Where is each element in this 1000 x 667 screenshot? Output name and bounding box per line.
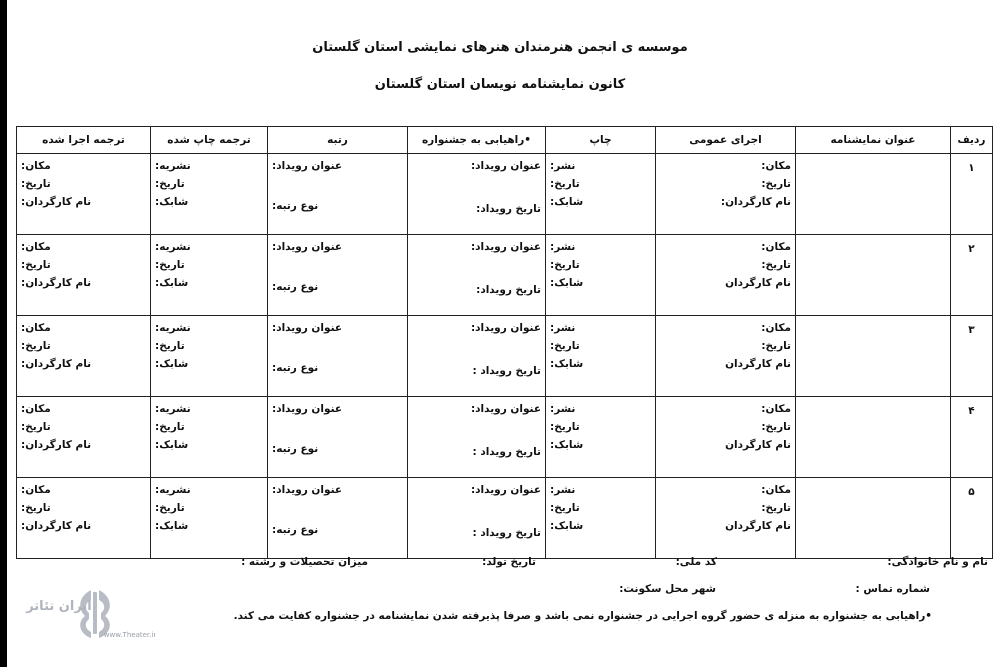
tarjome-chap-cell[interactable] xyxy=(151,154,268,235)
rahyabi-field-label: عنوان رویداد: xyxy=(470,160,541,172)
form-table xyxy=(16,126,993,559)
ejra-field-label: نام کارگردان xyxy=(725,277,791,289)
tarjome-ejra-cell[interactable] xyxy=(17,154,151,235)
title-cell[interactable] xyxy=(796,397,951,478)
header-title: موسسه ی انجمن هنرمندان هنرهای نمایشی استان گلستان xyxy=(312,40,688,55)
tarjome-chap-field-label: شابک: xyxy=(155,358,189,370)
col-tarjome-ejra: ترجمه اجرا شده xyxy=(17,127,151,154)
title-cell[interactable] xyxy=(796,316,951,397)
ejra-field-label: مکان: xyxy=(761,160,791,172)
tarjome-chap-field-label: تاریخ: xyxy=(155,259,185,271)
table-header-row xyxy=(17,127,993,154)
tarjome-ejra-cell[interactable] xyxy=(17,316,151,397)
tarjome-chap-field-label: شابک: xyxy=(155,196,189,208)
ejra-field-label: مکان: xyxy=(761,403,791,415)
tarjome-ejra-field-label: تاریخ: xyxy=(21,421,51,433)
rotbe-field-label: عنوان رویداد: xyxy=(272,241,343,253)
tarjome-ejra-cell[interactable] xyxy=(17,235,151,316)
iran-theater-logo xyxy=(25,582,155,644)
chap-field-label: تاریخ: xyxy=(550,340,580,352)
tarjome-ejra-field-label: تاریخ: xyxy=(21,502,51,514)
chap-field-label: شابک: xyxy=(550,358,584,370)
row-number: ۵ xyxy=(951,478,993,559)
tarjome-chap-field-label: نشریه: xyxy=(155,241,191,253)
table-row xyxy=(17,478,993,559)
rotbe-field-label: عنوان رویداد: xyxy=(272,403,343,415)
chap-field-label: نشر: xyxy=(550,241,576,253)
tarjome-chap-field-label: تاریخ: xyxy=(155,502,185,514)
chap-field-label: نشر: xyxy=(550,160,576,172)
table-row xyxy=(17,316,993,397)
tarjome-ejra-field-label: نام کارگردان: xyxy=(21,358,92,370)
col-rahyabi: •راهیابی به جشنواره xyxy=(408,127,546,154)
rotbe-cell[interactable] xyxy=(268,235,408,316)
ejra-field-label: نام کارگردان: xyxy=(720,196,791,208)
ejra-field-label: تاریخ: xyxy=(761,421,791,433)
chap-field-label: نشر: xyxy=(550,322,576,334)
title-cell[interactable] xyxy=(796,154,951,235)
ejra-field-label: نام کارگردان xyxy=(725,358,791,370)
rotbe-field-label: نوع رتبه: xyxy=(272,443,319,455)
chap-cell[interactable] xyxy=(546,235,656,316)
ejra-field-label: نام کارگردان xyxy=(725,439,791,451)
tarjome-chap-cell[interactable] xyxy=(151,478,268,559)
chap-field-label: تاریخ: xyxy=(550,502,580,514)
rotbe-field-label: نوع رتبه: xyxy=(272,362,319,374)
rotbe-cell[interactable] xyxy=(268,478,408,559)
rotbe-field-label: عنوان رویداد: xyxy=(272,160,343,172)
row-number: ۳ xyxy=(951,316,993,397)
table-row xyxy=(17,154,993,235)
rotbe-cell[interactable] xyxy=(268,154,408,235)
footer-phone: شماره تماس : xyxy=(855,583,930,595)
rahyabi-field-label: تاریخ رویداد : xyxy=(472,446,541,458)
tarjome-ejra-field-label: تاریخ: xyxy=(21,340,51,352)
footer-note: •راهیابی به جشنواره به منزله ی حضور گروه اجرایی در جشنواره نمی باشد و صرفا پذیرفته شدن نمایشنامه در جشنواره کفایت می کند. xyxy=(233,610,932,622)
ejra-cell[interactable] xyxy=(656,316,796,397)
footer-birth-date: تاریخ تولد: xyxy=(482,556,536,568)
header-subtitle: کانون نمایشنامه نویسان استان گلستان xyxy=(374,77,626,92)
chap-field-label: شابک: xyxy=(550,520,584,532)
tarjome-chap-field-label: نشریه: xyxy=(155,322,191,334)
rotbe-field-label: عنوان رویداد: xyxy=(272,322,343,334)
tarjome-chap-cell[interactable] xyxy=(151,235,268,316)
col-rotbe: رتبه xyxy=(268,127,408,154)
chap-field-label: تاریخ: xyxy=(550,259,580,271)
col-chap: چاپ xyxy=(546,127,656,154)
footer-code-melli: کد ملی: xyxy=(675,556,717,568)
tarjome-chap-field-label: نشریه: xyxy=(155,484,191,496)
rotbe-field-label: نوع رتبه: xyxy=(272,524,319,536)
tarjome-ejra-field-label: مکان: xyxy=(21,484,51,496)
logo-icon xyxy=(25,582,155,644)
footer-name: نام و نام خانوادگی: xyxy=(887,556,988,568)
col-radif: ردیف xyxy=(951,127,993,154)
rahyabi-field-label: عنوان رویداد: xyxy=(470,322,541,334)
tarjome-ejra-field-label: تاریخ: xyxy=(21,178,51,190)
tarjome-chap-field-label: شابک: xyxy=(155,520,189,532)
rotbe-field-label: عنوان رویداد: xyxy=(272,484,343,496)
tarjome-chap-field-label: تاریخ: xyxy=(155,178,185,190)
rahyabi-field-label: عنوان رویداد: xyxy=(470,484,541,496)
col-ejra: اجرای عمومی xyxy=(656,127,796,154)
rotbe-cell[interactable] xyxy=(268,316,408,397)
tarjome-ejra-field-label: نام کارگردان: xyxy=(21,277,92,289)
rahyabi-field-label: عنوان رویداد: xyxy=(470,403,541,415)
rahyabi-cell[interactable] xyxy=(408,316,546,397)
tarjome-ejra-field-label: نام کارگردان: xyxy=(21,439,92,451)
chap-field-label: تاریخ: xyxy=(550,178,580,190)
rahyabi-field-label: تاریخ رویداد: xyxy=(476,284,541,296)
row-number: ۱ xyxy=(951,154,993,235)
tarjome-ejra-field-label: تاریخ: xyxy=(21,259,51,271)
logo-subtext: www.Theater.ir xyxy=(103,631,155,639)
rahyabi-field-label: تاریخ رویداد: xyxy=(476,203,541,215)
rahyabi-cell[interactable] xyxy=(408,397,546,478)
col-tarjome-chap: ترجمه چاپ شده xyxy=(151,127,268,154)
ejra-field-label: تاریخ: xyxy=(761,178,791,190)
ejra-field-label: مکان: xyxy=(761,322,791,334)
tarjome-chap-field-label: تاریخ: xyxy=(155,421,185,433)
tarjome-chap-field-label: شابک: xyxy=(155,439,189,451)
tarjome-chap-field-label: نشریه: xyxy=(155,160,191,172)
title-cell[interactable] xyxy=(796,235,951,316)
tarjome-ejra-field-label: مکان: xyxy=(21,403,51,415)
row-number: ۴ xyxy=(951,397,993,478)
tarjome-ejra-cell[interactable] xyxy=(17,478,151,559)
rahyabi-field-label: تاریخ رویداد : xyxy=(472,365,541,377)
col-title: عنوان نمایشنامه xyxy=(796,127,951,154)
chap-cell[interactable] xyxy=(546,316,656,397)
rahyabi-cell[interactable] xyxy=(408,235,546,316)
footer-education: میزان تحصیلات و رشته : xyxy=(241,556,368,568)
chap-cell[interactable] xyxy=(546,397,656,478)
rotbe-field-label: نوع رتبه: xyxy=(272,281,319,293)
rahyabi-field-label: تاریخ رویداد : xyxy=(472,527,541,539)
chap-field-label: نشر: xyxy=(550,403,576,415)
ejra-field-label: تاریخ: xyxy=(761,340,791,352)
tarjome-ejra-field-label: نام کارگردان: xyxy=(21,196,92,208)
row-number: ۲ xyxy=(951,235,993,316)
ejra-field-label: نام کارگردان xyxy=(725,520,791,532)
tarjome-chap-field-label: نشریه: xyxy=(155,403,191,415)
logo-text: ایران تئاتر xyxy=(26,599,92,614)
tarjome-chap-field-label: شابک: xyxy=(155,277,189,289)
chap-field-label: شابک: xyxy=(550,439,584,451)
rahyabi-cell[interactable] xyxy=(408,478,546,559)
table-row xyxy=(17,397,993,478)
ejra-cell[interactable] xyxy=(656,235,796,316)
ejra-field-label: مکان: xyxy=(761,484,791,496)
rotbe-field-label: نوع رتبه: xyxy=(272,200,319,212)
ejra-field-label: تاریخ: xyxy=(761,502,791,514)
chap-field-label: نشر: xyxy=(550,484,576,496)
tarjome-ejra-field-label: مکان: xyxy=(21,241,51,253)
tarjome-chap-cell[interactable] xyxy=(151,316,268,397)
ejra-field-label: مکان: xyxy=(761,241,791,253)
tarjome-ejra-field-label: مکان: xyxy=(21,322,51,334)
tarjome-ejra-field-label: نام کارگردان: xyxy=(21,520,92,532)
left-edge-bar xyxy=(0,0,7,667)
rahyabi-field-label: عنوان رویداد: xyxy=(470,241,541,253)
chap-cell[interactable] xyxy=(546,154,656,235)
tarjome-chap-field-label: تاریخ: xyxy=(155,340,185,352)
ejra-field-label: تاریخ: xyxy=(761,259,791,271)
chap-field-label: شابک: xyxy=(550,196,584,208)
chap-field-label: تاریخ: xyxy=(550,421,580,433)
rahyabi-cell[interactable] xyxy=(408,154,546,235)
ejra-cell[interactable] xyxy=(656,154,796,235)
title-cell[interactable] xyxy=(796,478,951,559)
table-row xyxy=(17,235,993,316)
chap-field-label: شابک: xyxy=(550,277,584,289)
rotbe-cell[interactable] xyxy=(268,397,408,478)
footer-city: شهر محل سکونت: xyxy=(619,583,716,595)
tarjome-chap-cell[interactable] xyxy=(151,397,268,478)
tarjome-ejra-cell[interactable] xyxy=(17,397,151,478)
ejra-cell[interactable] xyxy=(656,397,796,478)
chap-cell[interactable] xyxy=(546,478,656,559)
ejra-cell[interactable] xyxy=(656,478,796,559)
tarjome-ejra-field-label: مکان: xyxy=(21,160,51,172)
